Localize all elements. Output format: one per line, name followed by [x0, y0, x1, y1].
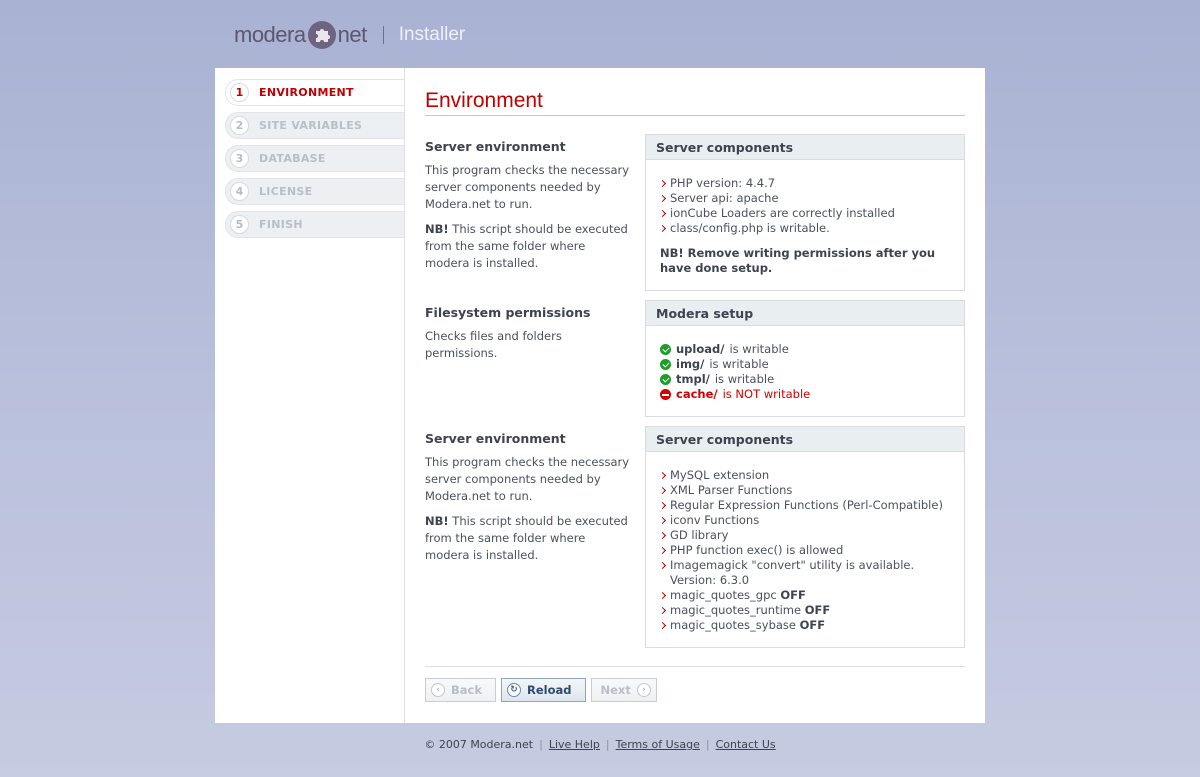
- check-icon: [660, 344, 671, 355]
- flag-name: magic_quotes_gpc: [670, 588, 777, 602]
- step-finish[interactable]: [225, 211, 404, 238]
- folder-path: cache/: [676, 387, 718, 401]
- section-note: [425, 513, 630, 564]
- permission-status: is writable: [709, 357, 769, 371]
- error-icon: [660, 389, 671, 400]
- permission-row: [660, 387, 950, 402]
- box-title: Modera setup: [646, 301, 964, 326]
- wizard-buttons: [425, 678, 662, 702]
- button-label: Back: [451, 683, 482, 697]
- footer-separator: |: [705, 738, 710, 751]
- permission-status: is NOT writable: [722, 387, 811, 401]
- server-components-box-2: [645, 426, 965, 648]
- step-license[interactable]: [225, 178, 404, 205]
- header: [234, 18, 465, 52]
- permission-row: [660, 342, 950, 357]
- list-item: ionCube Loaders are correctly installed: [660, 206, 950, 221]
- product-name: Installer: [398, 24, 466, 45]
- nb-label: NB!: [425, 514, 449, 528]
- step-label: ENVIRONMENT: [259, 86, 354, 99]
- live-help-link[interactable]: Live Help: [548, 738, 600, 751]
- step-label: SITE VARIABLES: [259, 119, 363, 132]
- contact-link[interactable]: Contact Us: [715, 738, 776, 751]
- section-description: [425, 134, 630, 272]
- flag-item: [660, 603, 950, 618]
- server-components-box: [645, 134, 965, 291]
- header-divider: [383, 26, 384, 44]
- section-title: Server environment: [425, 139, 566, 154]
- list-item: Regular Expression Functions (Perl-Compatible): [660, 498, 950, 513]
- step-label: LICENSE: [259, 185, 313, 198]
- section-text: This program checks the necessary server components needed by Modera.net to run.: [425, 163, 630, 211]
- step-site-variables[interactable]: [225, 112, 404, 139]
- list-item: class/config.php is writable.: [660, 221, 950, 236]
- nb-label: NB!: [425, 222, 449, 236]
- flag-name: magic_quotes_sybase: [670, 618, 796, 632]
- section-note: [425, 221, 630, 272]
- footer-separator: |: [605, 738, 610, 751]
- list-item: Server api: apache: [660, 191, 950, 206]
- step-label: FINISH: [259, 218, 303, 231]
- list-item: PHP version: 4.4.7: [660, 176, 950, 191]
- section-title: Server environment: [425, 431, 566, 446]
- section-text: This program checks the necessary server components needed by Modera.net to run.: [425, 455, 630, 503]
- flag-value: OFF: [804, 603, 831, 617]
- list-item: MySQL extension: [660, 468, 950, 483]
- reload-button[interactable]: [501, 678, 586, 702]
- box-body: [646, 326, 964, 416]
- flag-item: [660, 618, 950, 633]
- buttons-divider: [425, 666, 965, 667]
- section-description: [425, 300, 630, 362]
- flag-value: OFF: [799, 618, 826, 632]
- folder-path: img/: [676, 357, 705, 371]
- box-title: Server components: [646, 135, 964, 160]
- main-panel: [215, 68, 985, 723]
- puzzle-logo-icon: [307, 20, 337, 50]
- next-button[interactable]: [591, 678, 657, 702]
- step-environment[interactable]: [225, 79, 404, 106]
- note-text: This script should be executed from the same folder where modera is installed.: [425, 514, 628, 562]
- content: [425, 68, 965, 697]
- arrow-right-icon: ›: [637, 683, 651, 697]
- back-button[interactable]: [425, 678, 496, 702]
- folder-path: upload/: [676, 342, 725, 356]
- permission-row: [660, 372, 950, 387]
- copyright: © 2007 Modera.net: [424, 738, 534, 751]
- permission-status: is writable: [729, 342, 789, 356]
- steps-sidebar: [215, 68, 405, 723]
- button-label: Reload: [527, 683, 572, 697]
- logo-text-right: net: [337, 22, 367, 47]
- permission-row: [660, 357, 950, 372]
- footer-separator: |: [539, 738, 543, 751]
- section-description: [425, 426, 630, 564]
- logo-text-left: modera: [234, 22, 306, 47]
- list-item: Imagemagick "convert" utility is available. Version: 6.3.0: [660, 558, 950, 588]
- list-item: iconv Functions: [660, 513, 950, 528]
- permission-status: is writable: [714, 372, 775, 386]
- list-item: XML Parser Functions: [660, 483, 950, 498]
- footer: [0, 738, 1200, 751]
- flag-value: OFF: [780, 588, 806, 602]
- step-number: 3: [230, 149, 249, 168]
- section-text: Checks files and folders permissions.: [425, 329, 562, 360]
- list-item: PHP function exec() is allowed: [660, 543, 950, 558]
- step-number: 1: [230, 83, 249, 102]
- section-title: Filesystem permissions: [425, 305, 591, 320]
- box-title: Server components: [646, 427, 964, 452]
- check-icon: [660, 359, 671, 370]
- arrow-left-icon: ‹: [431, 683, 445, 697]
- flag-item: [660, 588, 950, 603]
- step-number: 4: [230, 182, 249, 201]
- flag-name: magic_quotes_runtime: [670, 603, 802, 617]
- modera-setup-box: [645, 300, 965, 417]
- step-database[interactable]: [225, 145, 404, 172]
- terms-link[interactable]: Terms of Usage: [615, 738, 700, 751]
- box-body: [646, 160, 964, 290]
- box-body: [646, 452, 964, 647]
- button-label: Next: [600, 683, 631, 697]
- step-number: 5: [230, 215, 249, 234]
- folder-path: tmpl/: [676, 372, 710, 386]
- step-label: DATABASE: [259, 152, 326, 165]
- reload-icon: ↻: [507, 683, 521, 697]
- note-text: This script should be executed from the same folder where modera is installed.: [425, 222, 628, 270]
- step-number: 2: [230, 116, 249, 135]
- logo: [234, 20, 367, 50]
- list-item: GD library: [660, 528, 950, 543]
- warning-note: NB! Remove writing permissions after you have done setup.: [660, 246, 936, 275]
- page-title: Environment: [425, 89, 965, 116]
- check-icon: [660, 374, 671, 385]
